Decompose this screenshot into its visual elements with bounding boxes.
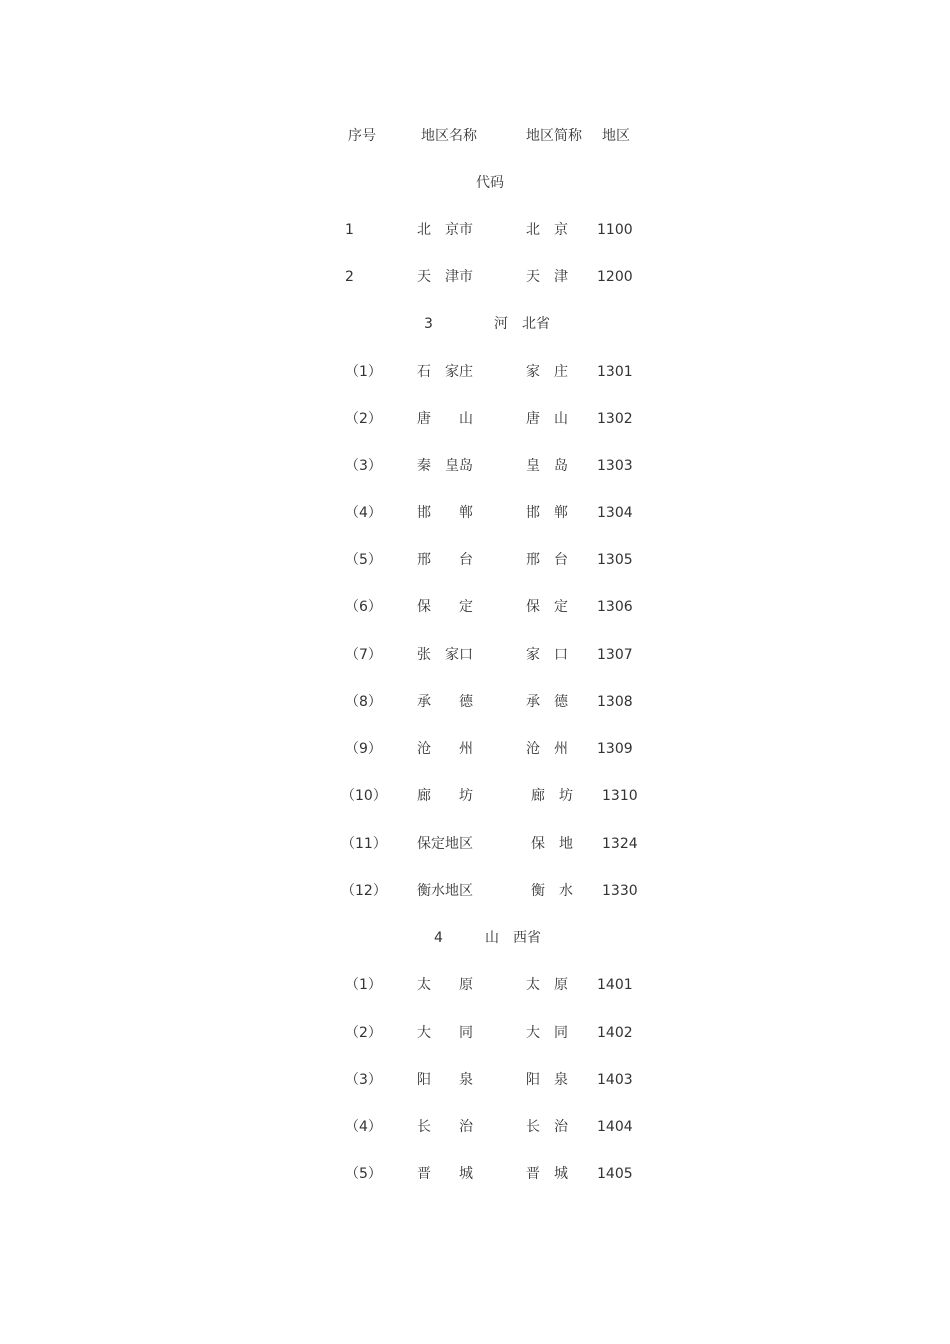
row-code: 1306 <box>597 599 633 615</box>
table-row <box>0 975 950 995</box>
header-name: 地区名称 <box>421 128 477 144</box>
row-name: 晋 城 <box>417 1166 473 1182</box>
row-abbr: 皇 岛 <box>526 458 568 474</box>
row-seq: （11） <box>341 836 387 852</box>
row-seq: （7） <box>345 647 382 663</box>
table-row <box>0 834 950 854</box>
row-abbr: 晋 城 <box>526 1166 568 1182</box>
table-row <box>0 645 950 665</box>
header-abbr: 地区简称 <box>526 128 582 144</box>
row-seq: （5） <box>345 1166 382 1182</box>
table-header <box>0 126 950 146</box>
row-code: 1405 <box>597 1166 633 1182</box>
row-name: 大 同 <box>417 1025 473 1041</box>
table-row <box>0 503 950 523</box>
row-code: 1402 <box>597 1025 633 1041</box>
row-code: 1200 <box>597 269 633 285</box>
row-seq: （1） <box>345 977 382 993</box>
row-seq: （9） <box>345 741 382 757</box>
row-name: 衡水地区 <box>417 883 473 899</box>
row-abbr: 邢 台 <box>526 552 568 568</box>
row-abbr: 邯 郸 <box>526 505 568 521</box>
table-row <box>0 550 950 570</box>
province-heading <box>0 314 950 334</box>
row-seq: （3） <box>345 458 382 474</box>
row-code: 1404 <box>597 1119 633 1135</box>
row-name: 沧 州 <box>417 741 473 757</box>
table-row <box>0 597 950 617</box>
row-name: 邯 郸 <box>417 505 473 521</box>
province-name: 山 西省 <box>485 930 541 946</box>
row-seq: （5） <box>345 552 382 568</box>
row-name: 张 家口 <box>417 647 473 663</box>
table-row <box>0 739 950 759</box>
row-abbr: 保 定 <box>526 599 568 615</box>
row-name: 廊 坊 <box>417 788 473 804</box>
table-row <box>0 362 950 382</box>
row-name: 太 原 <box>417 977 473 993</box>
row-name: 邢 台 <box>417 552 473 568</box>
row-name: 阳 泉 <box>417 1072 473 1088</box>
province-seq: 3 <box>424 316 433 332</box>
row-code: 1310 <box>602 788 638 804</box>
row-abbr: 长 治 <box>526 1119 568 1135</box>
header-code: 地区 <box>602 128 630 144</box>
row-seq: （2） <box>345 1025 382 1041</box>
row-abbr: 家 庄 <box>526 364 568 380</box>
row-name: 北 京市 <box>417 222 473 238</box>
row-seq: （4） <box>345 505 382 521</box>
row-seq: （2） <box>345 411 382 427</box>
row-name: 秦 皇岛 <box>417 458 473 474</box>
row-name: 保 定 <box>417 599 473 615</box>
table-row <box>0 1164 950 1184</box>
row-seq: （1） <box>345 364 382 380</box>
row-code: 1100 <box>597 222 633 238</box>
table-row <box>0 1070 950 1090</box>
row-seq: 1 <box>345 222 354 238</box>
row-code: 1307 <box>597 647 633 663</box>
table-row <box>0 220 950 240</box>
row-abbr: 承 德 <box>526 694 568 710</box>
row-abbr: 廊 坊 <box>531 788 573 804</box>
row-seq: （10） <box>341 788 387 804</box>
row-code: 1301 <box>597 364 633 380</box>
table-row <box>0 881 950 901</box>
header-seq: 序号 <box>348 128 376 144</box>
row-seq: （8） <box>345 694 382 710</box>
row-code: 1304 <box>597 505 633 521</box>
table-header-continued <box>0 173 950 193</box>
row-abbr: 大 同 <box>526 1025 568 1041</box>
row-name: 承 德 <box>417 694 473 710</box>
table-row <box>0 267 950 287</box>
row-name: 唐 山 <box>417 411 473 427</box>
row-name: 天 津市 <box>417 269 473 285</box>
row-code: 1302 <box>597 411 633 427</box>
row-abbr: 天 津 <box>526 269 568 285</box>
table-row <box>0 409 950 429</box>
row-code: 1330 <box>602 883 638 899</box>
row-code: 1401 <box>597 977 633 993</box>
row-code: 1303 <box>597 458 633 474</box>
row-abbr: 保 地 <box>531 836 573 852</box>
province-seq: 4 <box>434 930 443 946</box>
row-abbr: 北 京 <box>526 222 568 238</box>
province-name: 河 北省 <box>494 316 550 332</box>
table-row <box>0 692 950 712</box>
row-code: 1309 <box>597 741 633 757</box>
header-code-suffix: 代码 <box>476 175 504 191</box>
row-name: 保定地区 <box>417 836 473 852</box>
row-code: 1308 <box>597 694 633 710</box>
row-code: 1403 <box>597 1072 633 1088</box>
table-row <box>0 456 950 476</box>
row-name: 长 治 <box>417 1119 473 1135</box>
row-code: 1324 <box>602 836 638 852</box>
row-seq: （4） <box>345 1119 382 1135</box>
row-abbr: 阳 泉 <box>526 1072 568 1088</box>
province-heading <box>0 928 950 948</box>
row-abbr: 唐 山 <box>526 411 568 427</box>
row-seq: （3） <box>345 1072 382 1088</box>
row-seq: （6） <box>345 599 382 615</box>
table-row <box>0 1023 950 1043</box>
row-abbr: 衡 水 <box>531 883 573 899</box>
table-row <box>0 786 950 806</box>
row-code: 1305 <box>597 552 633 568</box>
row-abbr: 家 口 <box>526 647 568 663</box>
row-name: 石 家庄 <box>417 364 473 380</box>
row-abbr: 太 原 <box>526 977 568 993</box>
table-row <box>0 1117 950 1137</box>
row-abbr: 沧 州 <box>526 741 568 757</box>
row-seq: （12） <box>341 883 387 899</box>
row-seq: 2 <box>345 269 354 285</box>
